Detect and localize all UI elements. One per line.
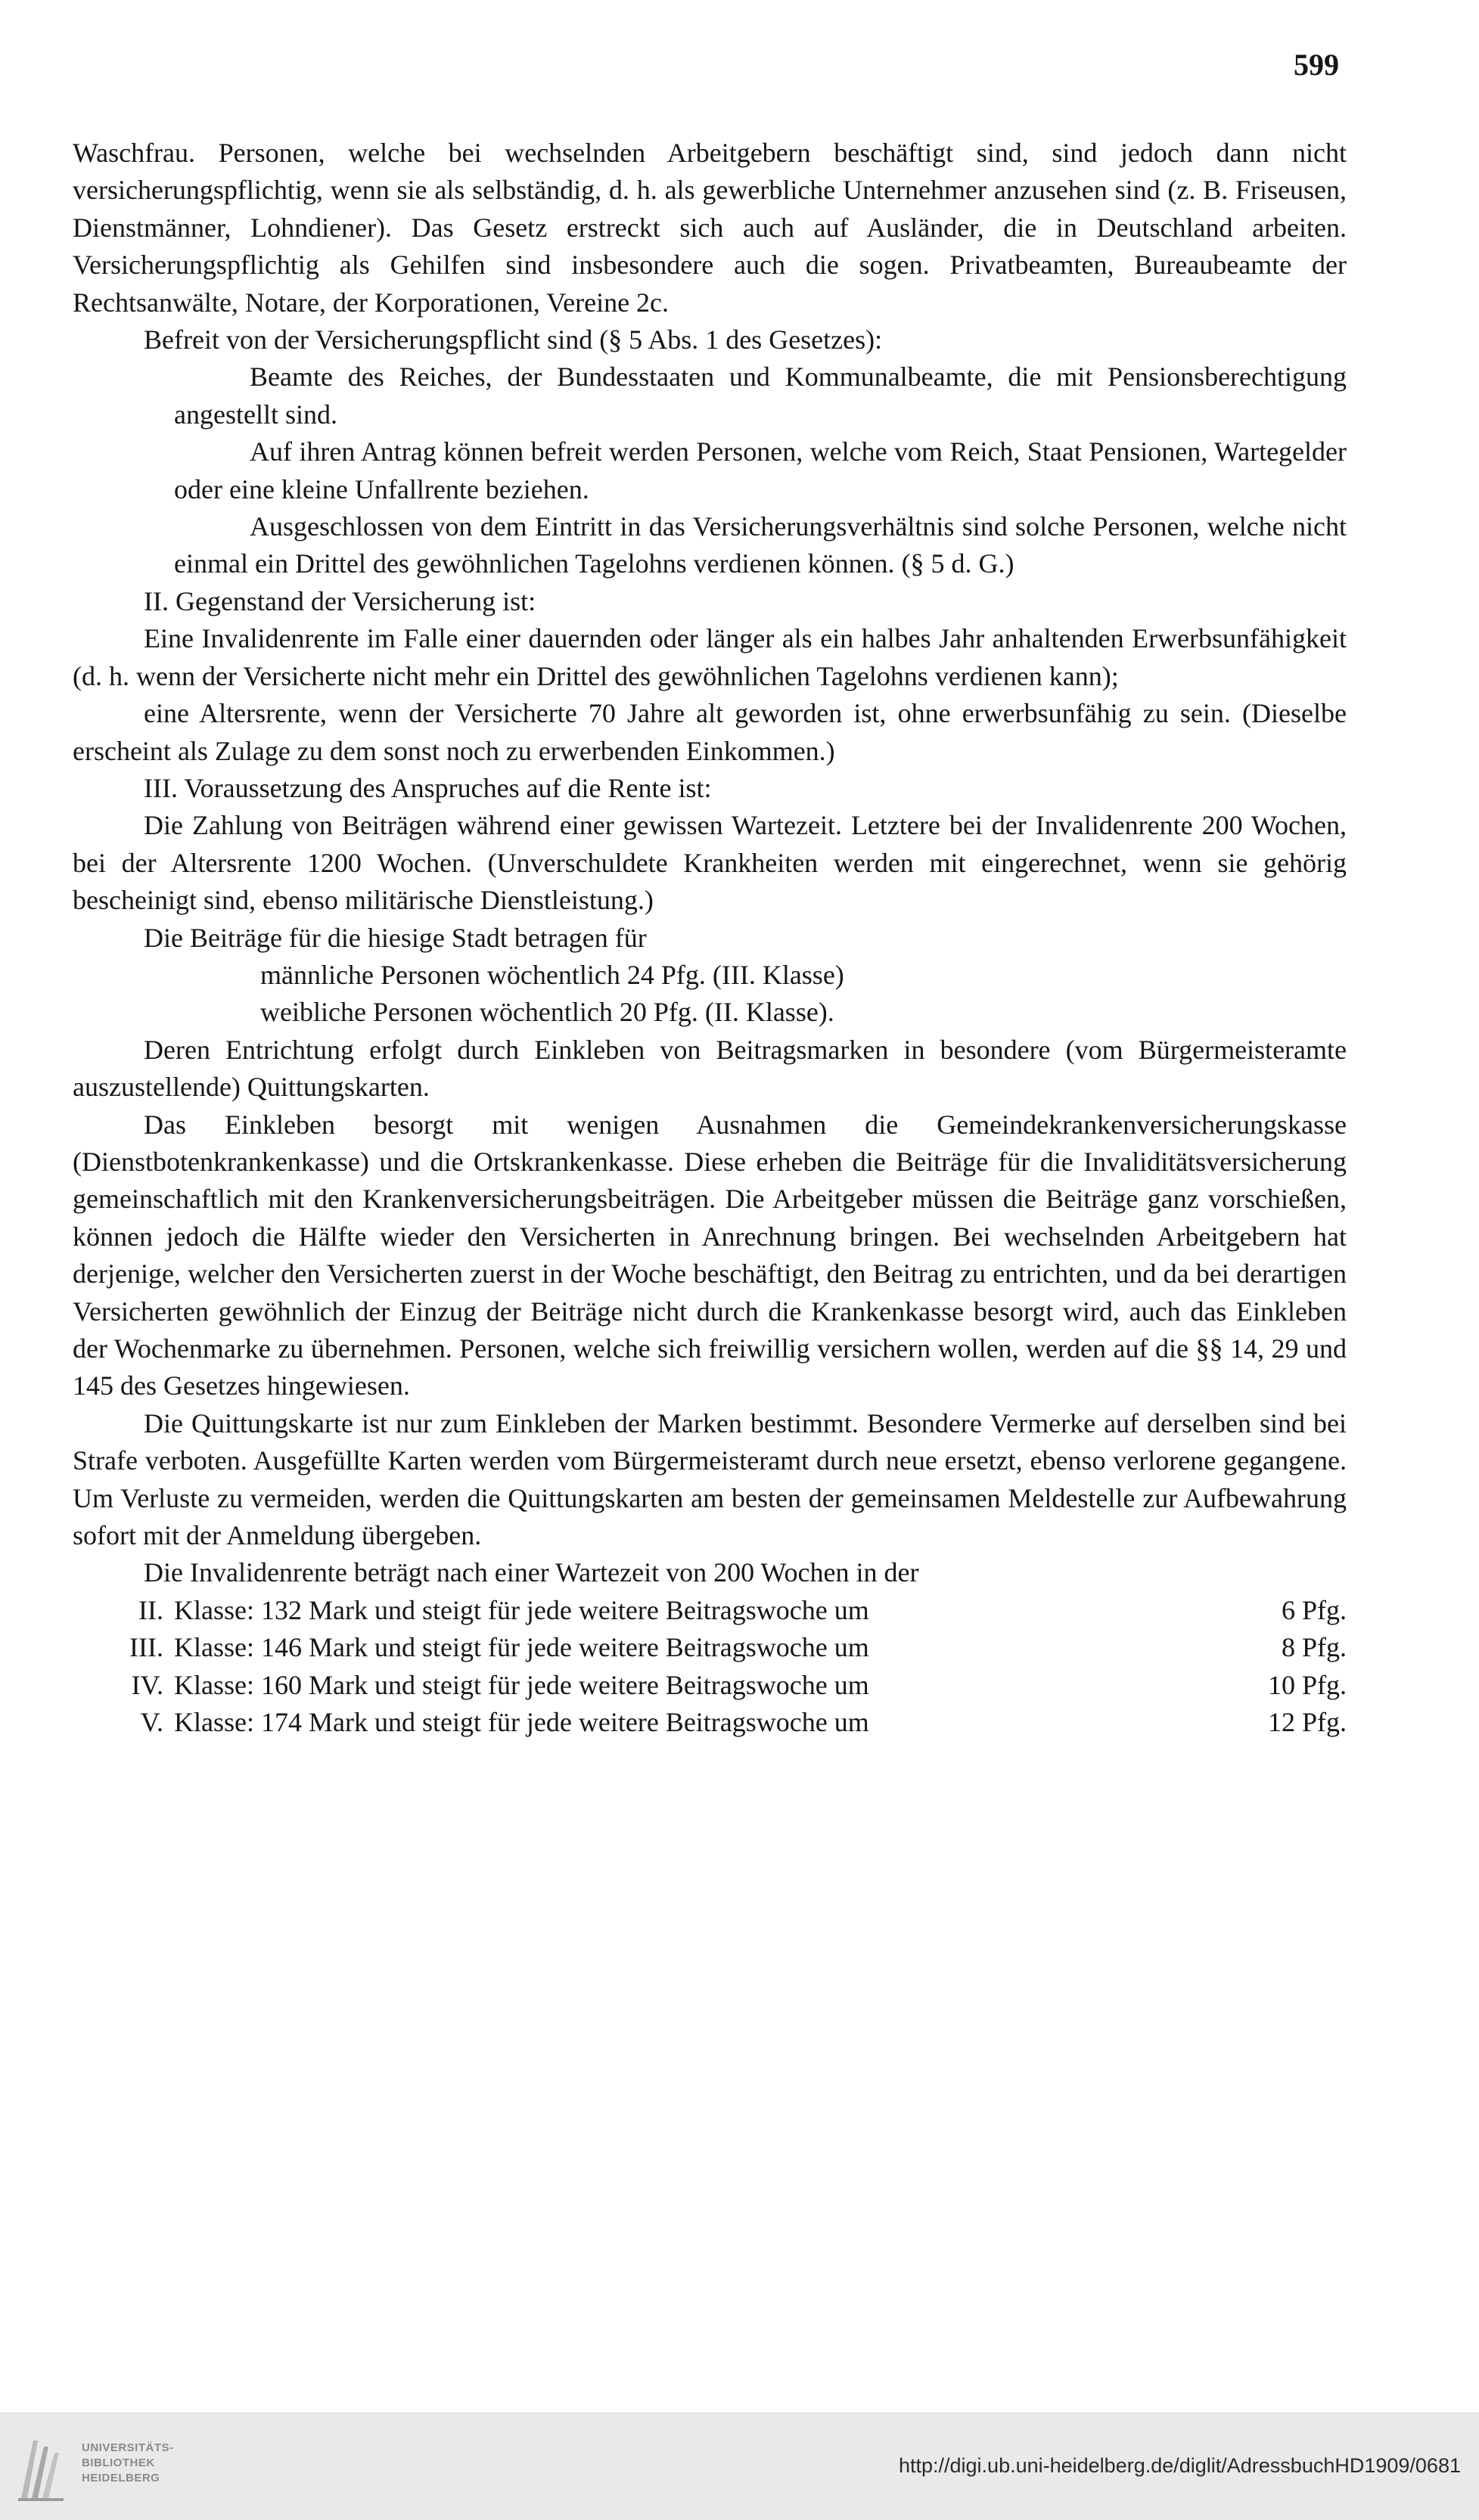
- rate-row: [73, 1592, 1347, 1629]
- contribution-line: weibliche Personen wöchentlich 20 Pfg. (II. Klasse).: [260, 997, 834, 1028]
- rate-class: V.: [140, 1707, 163, 1738]
- library-logo-text: [82, 2441, 233, 2486]
- rate-amount: 10 Pfg.: [1267, 1669, 1347, 1700]
- rate-row: [73, 1704, 1347, 1741]
- paragraph: Die Quittungskarte ist nur zum Einkleben der Marken bestimmt. Besondere Vermerke auf derselben sind bei Strafe verboten. Ausgefüllte Karten werden vom Bürgermeisteramt durch neue ersetzt, ebenso verlorene gegangene. Um Verluste zu vermeiden, werden die Quittungskarten am besten der gemeinsamen Meldestelle zur Aufbewahrung sofort mit der Anmeldung übergeben.: [73, 1407, 1347, 1551]
- text-column: [73, 135, 1347, 1741]
- paragraph: Beamte des Reiches, der Bundesstaaten und Kommunalbeamte, die mit Pensionsberechtigung angestellt sind.: [174, 362, 1347, 430]
- pension-rates-list: [73, 1592, 1347, 1742]
- contribution-line: männliche Personen wöchentlich 24 Pfg. (III. Klasse): [260, 959, 844, 990]
- section-heading: II. Gegenstand der Versicherung ist:: [144, 585, 536, 616]
- paragraph: Die Invalidenrente beträgt nach einer Wartezeit von 200 Wochen in der: [144, 1557, 919, 1588]
- paragraph: Befreit von der Versicherungspflicht sind (§ 5 Abs. 1 des Gesetzes):: [144, 324, 883, 355]
- source-link[interactable]: http://digi.ub.uni-heidelberg.de/diglit/AdressbuchHD1909/0681: [898, 2454, 1461, 2477]
- rate-text: Klasse: 132 Mark und steigt für jede weitere Beitragswoche um: [174, 1594, 869, 1625]
- paragraph: Die Beiträge für die hiesige Stadt betragen für: [144, 922, 647, 953]
- section-heading: III. Voraussetzung des Anspruches auf die Rente ist:: [144, 772, 712, 803]
- page-number: 599: [1294, 48, 1339, 82]
- rate-text: Klasse: 160 Mark und steigt für jede weitere Beitragswoche um: [174, 1669, 869, 1700]
- rate-amount: 8 Pfg.: [1281, 1632, 1347, 1663]
- rate-text: Klasse: 146 Mark und steigt für jede weitere Beitragswoche um: [174, 1632, 869, 1663]
- paragraph: Waschfrau. Personen, welche bei wechselnden Arbeitgebern beschäftigt sind, sind jedoch dann nicht versicherungspflichtig, wenn sie als selbständig, d. h. als gewerbliche Unternehmer anzusehen sind (z. B. Friseusen, Dienstmänner, Lohndiener). Das Gesetz erstreckt sich auch auf Ausländer, die in Deutschland arbeiten. Versicherungspflichtig als Gehilfen sind insbesondere auch die sogen. Privatbeamten, Bureaubeamte der Rechtsanwälte, Notare, der Korporationen, Vereine 2c.: [73, 138, 1347, 318]
- paragraph: Deren Entrichtung erfolgt durch Einkleben von Beitragsmarken in besondere (vom Bürgermeisteramte auszustellende) Quittungskarten.: [73, 1034, 1347, 1103]
- rate-amount: 12 Pfg.: [1267, 1707, 1347, 1738]
- library-logo-icon: [15, 2432, 70, 2504]
- logo-line: BIBLIOTHEK: [82, 2456, 155, 2469]
- paragraph: Die Zahlung von Beiträgen während einer gewissen Wartezeit. Letztere bei der Invalidenrente 200 Wochen, bei der Altersrente 1200 Wochen. (Unverschuldete Krankheiten werden mit eingerechnet, wenn sie gehörig bescheinigt sind, ebenso militärische Dienstleistung.): [73, 810, 1347, 916]
- paragraph: eine Altersrente, wenn der Versicherte 70 Jahre alt geworden ist, ohne erwerbsunfähig zu sein. (Dieselbe erscheint als Zulage zu dem sonst noch zu erwerbenden Einkommen.): [73, 698, 1347, 766]
- rate-amount: 6 Pfg.: [1281, 1594, 1347, 1625]
- paragraph: Ausgeschlossen von dem Eintritt in das Versicherungsverhältnis sind solche Personen, welche nicht einmal ein Drittel des gewöhnlichen Tagelohns verdienen können. (§ 5 d. G.): [174, 511, 1347, 579]
- rate-row: [73, 1667, 1347, 1704]
- paragraph: Das Einkleben besorgt mit wenigen Ausnahmen die Gemeindekrankenversicherungskasse (Dienstbotenkrankenkasse) und die Ortskrankenkasse. Diese erheben die Beiträge für die Invaliditätsversicherung gemeinschaftlich mit den Krankenversicherungsbeiträgen. Die Arbeitgeber müssen die Beiträge ganz vorschießen, können jedoch die Hälfte wieder den Versicherten in Anrechnung bringen. Bei wechselnden Arbeitgebern hat derjenige, welcher den Versicherten zuerst in der Woche beschäftigt, den Beitrag zu entrichten, und da bei derartigen Versicherten gewöhnlich der Einzug der Beiträge nicht durch die Krankenkasse besorgt wird, auch das Einkleben der Wochenmarke zu übernehmen. Personen, welche sich freiwillig versichern wollen, werden auf die §§ 14, 29 und 145 des Gesetzes hingewiesen.: [73, 1109, 1347, 1401]
- rate-class: III.: [129, 1632, 163, 1663]
- paragraph: Eine Invalidenrente im Falle einer dauernden oder länger als ein halbes Jahr anhaltenden Erwerbsunfähigkeit (d. h. wenn der Versicherte nicht mehr ein Drittel des gewöhnlichen Tagelohns verdienen kann);: [73, 623, 1347, 691]
- rate-class: II.: [138, 1594, 163, 1625]
- rate-row: [73, 1629, 1347, 1666]
- logo-line: HEIDELBERG: [82, 2472, 160, 2484]
- rate-text: Klasse: 174 Mark und steigt für jede weitere Beitragswoche um: [174, 1707, 869, 1738]
- logo-line: UNIVERSITÄTS-: [82, 2441, 174, 2454]
- footer-bar: [0, 2413, 1479, 2520]
- rate-class: IV.: [131, 1669, 163, 1700]
- paragraph: Auf ihren Antrag können befreit werden Personen, welche vom Reich, Staat Pensionen, Wartegelder oder eine kleine Unfallrente beziehen.: [174, 436, 1347, 504]
